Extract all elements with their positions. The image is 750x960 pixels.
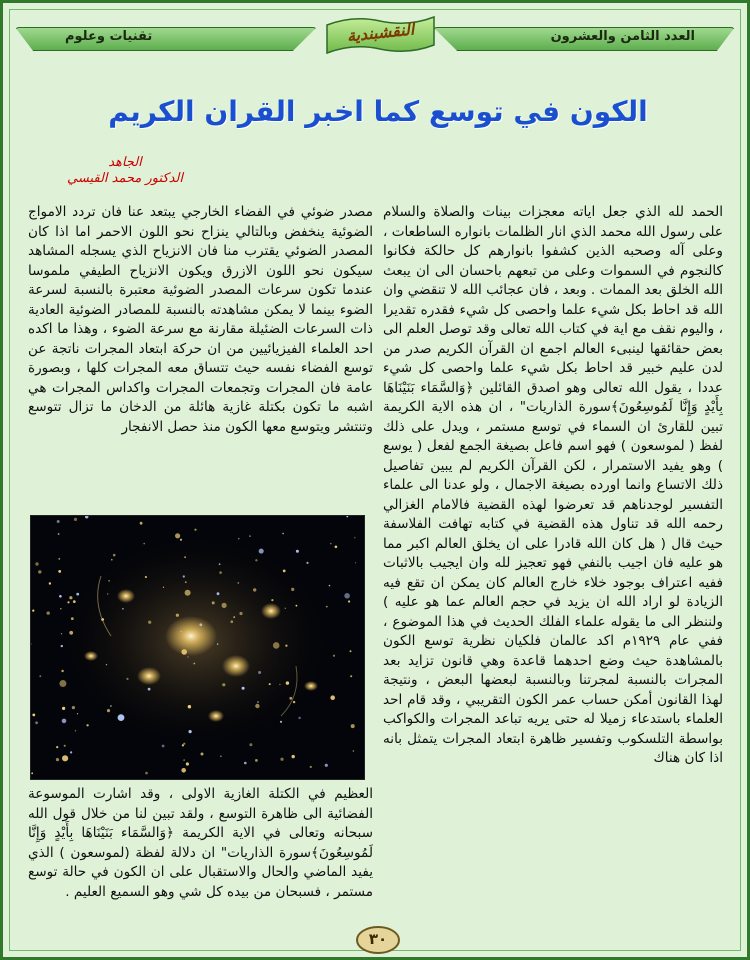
galaxy-cluster-graphic (31, 516, 364, 779)
banner-title: النقشبندية (345, 19, 416, 46)
star-dot (62, 719, 67, 724)
star-dot (61, 645, 63, 647)
star-dot (110, 705, 112, 707)
star-dot (335, 546, 338, 549)
star-dot (163, 587, 164, 588)
star-dot (217, 643, 218, 644)
star-dot (182, 744, 184, 746)
star-dot (189, 730, 192, 733)
star-dot (219, 563, 221, 565)
author-byline (55, 155, 195, 187)
star-dot (255, 559, 257, 561)
star-dot (350, 650, 352, 652)
star-dot (47, 611, 50, 614)
star-dot (289, 697, 292, 700)
star-dot (58, 558, 60, 560)
star-dot (280, 758, 283, 761)
star-dot (253, 588, 256, 591)
star-dot (212, 601, 215, 604)
star-dot (329, 585, 331, 587)
star-dot (77, 713, 78, 714)
star-dot (249, 743, 252, 746)
star-dot (239, 612, 242, 615)
article-column-right (383, 203, 723, 938)
paragraph: الحمد لله الذي جعل اياته معجزات بينات والصلاة والسلام على رسول الله محمد الذي انار الظلمات بانواره الساطعات ، وعلى آله وصحبه الذين كشفوا بانوارهم كل حالكة فكانوا كالنجوم في السموات وعلى من تبعهم باحسان الى ان يبعث الله الخلق بعد الممات . وبعد ، فان عجائب الله لا تنقضي وان الله قد احاط بكل شيء علما واحصى كل شيء فقدره تقديرا ، واليوم نقف مع اية في كتاب الله تعالى وقد توصل العلم الى بعض حقائقها لينبىء العالم اجمع ان القرآن الكريم صدر من لدن عليم خبير قد احاط بكل شيء علما واحصى كل شيء عددا ، يقول الله تعالى وهو اصدق القائلين ﴿وَالسَّمَاء بَنَيْنَاهَا بِأَيْدٍ وَإِنَّا لَمُوسِعُونَ﴾سورة الذاريات" ، ان هذه الاية الكريمة تبين للقارئ ان السماء في توسع مستمر ، ويدل على ذلك لفظ ( لموسعون ) فهو اسم فاعل بصيغة الجمع لفعل ( يوسع ) وهو يفيد الاستمرار ، لكن القرآن الكريم لم يبين تفاصيل ذلك الاتساع وانما اورده بصيغة الاجمال ، ولو عدنا الى علماء التفسير لوجدناهم قد تعرضوا لهذه القضية فالامام الغزالي رحمه الله قد تناول هذه القضية في كتابه تهافت الفلاسفة حيث قال ( هل كان الله قادرا على ان يخلق العالم اكبر مما هو عليه فان اجيب بالنفي فهو تعجيز لله وان ايجيب بالاثبات ففيه اعتراف بوجود خلاء خارج العالم كان يمكن ان تقع فيه الزيادة لو اراد الله ان يزيد في حجم العالم عما هو عليه ) ولننظر الى ما يقوله علماء الفلك الحديث في هذا الموضوع ، ففي عام ١٩٢٩م اكد عالمان فلكيان نظرية توسع الكون بالمشاهدة حيث وضع احدهما قاعدة وهي قانون تزايد بعد المجرات بالنسبة لمجرتنا وبالنسبة لبعضها البعض ، ونتيجة لهذا القانون أمكن حساب عمر الكون التقريبي ، وقد قام احد العلماء باستدعاء زميلا له حتى يريه تباعد المجرات والكواكب بواسطة التلسكوب وتفسير ظاهرة ابتعاد المجرات يتمثل بانه اذا كان هناك (383, 204, 723, 766)
star-dot (187, 656, 188, 657)
star-dot (162, 745, 165, 748)
page-number: ٣٠ (368, 930, 388, 948)
star-dot (31, 772, 33, 774)
star-dot (126, 678, 128, 680)
star-dot (38, 570, 41, 573)
star-dot (143, 543, 145, 545)
star-dot (181, 768, 186, 773)
star-dot (184, 556, 186, 558)
star-dot (32, 610, 34, 612)
star-dot (180, 539, 182, 541)
article-column-left-top (28, 203, 373, 508)
star-dot (269, 683, 271, 685)
star-dot (73, 600, 76, 603)
star-dot (238, 582, 240, 584)
star-dot (350, 675, 352, 677)
star-dot (333, 655, 335, 657)
star-dot (64, 745, 66, 747)
star-dot (71, 617, 74, 620)
star-dot (140, 522, 143, 525)
star-dot (291, 588, 294, 591)
star-dot (111, 559, 113, 561)
star-dot (58, 533, 60, 535)
star-dot (186, 762, 189, 765)
star-dot (279, 684, 280, 685)
star-dot (57, 520, 60, 523)
star-dot (183, 759, 184, 760)
star-dot (32, 714, 35, 717)
author-name: الدكتور محمد القيسي (67, 171, 183, 186)
star-dot (67, 601, 69, 603)
star-dot (61, 670, 63, 672)
star-dot (296, 550, 299, 553)
star-dot (108, 580, 110, 582)
star-dot (255, 759, 258, 762)
star-dot (107, 593, 109, 595)
star-dot (255, 704, 259, 708)
star-dot (70, 751, 72, 753)
star-dot (217, 592, 220, 595)
star-dot (244, 762, 247, 765)
star-dot (231, 620, 234, 623)
star-dot (259, 549, 264, 554)
star-dot (76, 593, 79, 596)
star-dot (296, 605, 298, 607)
star-dot (175, 533, 180, 538)
star-dot (56, 758, 59, 761)
star-dot (61, 633, 62, 634)
star-dot (285, 645, 287, 647)
star-dot (325, 764, 328, 767)
paragraph: العظيم في الكتلة الغازية الاولى ، وقد اشارت الموسوعة الفضائية الى ظاهرة التوسع ، ولقد تبين لنا من خلال قول الله سبحانه وتعالى في الاية الكريمة ﴿وَالسَّمَاء بَنَيْنَاهَا بِأَيْدٍ وَإِنَّا لَمُوسِعُونَ﴾سورة الذاريات" ان دلالة لفظة (لموسعون ) الذي يفيد الماضي والحال والاستقبال على ان الكون في حالة توسع مستمر ، فسبحان من بيده كل شي وهو السميع العليم . (28, 786, 373, 900)
star-dot (351, 724, 355, 728)
article-column-left-bottom (28, 785, 373, 935)
star-dot (257, 701, 259, 703)
issue-label: العدد الثامن والعشرون (550, 29, 695, 44)
star-dot (222, 683, 225, 686)
star-dot (148, 688, 151, 691)
star-dot (145, 772, 148, 775)
star-dot (310, 766, 312, 768)
star-dot (283, 570, 286, 573)
star-dot (183, 575, 185, 577)
star-dot (59, 595, 62, 598)
star-dot (56, 746, 58, 748)
star-dot (113, 554, 116, 557)
star-dot (326, 606, 328, 608)
star-dot (258, 671, 261, 674)
star-dot (344, 593, 350, 599)
star-dot (282, 533, 284, 535)
star-dot (59, 680, 66, 687)
star-dot (280, 721, 282, 723)
star-dot (62, 755, 68, 761)
star-dot (273, 642, 280, 649)
star-dot (118, 714, 125, 721)
galaxy-cluster-image (30, 515, 365, 780)
star-dot (293, 701, 295, 703)
star-dot (185, 581, 187, 583)
star-dot (86, 724, 88, 726)
star-dot (185, 590, 191, 596)
star-dot (354, 537, 355, 538)
star-dot (355, 562, 356, 563)
star-dot (194, 529, 196, 531)
star-dot (176, 614, 179, 617)
star-dot (122, 608, 124, 610)
star-dot (286, 681, 289, 684)
paragraph: مصدر ضوئي في الفضاء الخارجي يبتعد عنا فان تردد الامواج الضوئية ينخفض وبالتالي ينزاح نحو اللون الاحمر اما اذا كان المصدر الضوئي يقترب منا فان الانزياح الذي يسجله المشاهد سيكون نحو اللون الازرق ويكون الانزياح الطيفي ملموسا عندما تكون سرعات المصدر الضوئية معتبرة بالنسبة لسرعة الضوء بينما لا يمكن مشاهدته بالنسبة للمصادر الضوئية العادية ذات السرعات الضئيلة مقارنة مع سرعة الضوء ، وهذا ما اكده احد العلماء الفيزيائيين من ان حركة ابتعاد المجرات ناتجة عن توسع الفضاء نفسه حيث تتساق معه المجرات كلها ، وبصورة عامة فان المجرات وتجمعات المجرات واكداس المجرات هي اشبه ما تكون بكتلة غازية هائلة من الدخان ما تزال تتوسع وتنتشر ويتوسع معها الكون منذ حصل الانفجار (28, 204, 373, 435)
star-dot (49, 582, 51, 584)
star-dot (306, 562, 308, 564)
star-dot (58, 570, 61, 573)
star-dot (330, 543, 332, 545)
header-band-left (15, 27, 317, 51)
star-dot (348, 600, 350, 602)
star-dot (39, 675, 41, 677)
star-dot (74, 518, 77, 521)
star-dot (145, 576, 147, 578)
star-dot (242, 687, 245, 690)
author-role: الجاهد (108, 155, 142, 170)
star-dot (148, 621, 151, 624)
page-number-badge (355, 925, 401, 955)
star-dot (69, 596, 72, 599)
star-dot (233, 616, 235, 618)
star-dot (201, 753, 204, 756)
magazine-banner (323, 11, 438, 61)
section-label: تقنيات وعلوم (65, 29, 153, 44)
star-dot (353, 750, 355, 752)
star-dot (219, 571, 222, 574)
article-title: الكون في توسع كما اخبر القران الكريم (108, 95, 648, 128)
star-dot (75, 730, 76, 731)
star-dot (330, 695, 335, 700)
star-dot (285, 608, 286, 609)
star-dot (183, 743, 185, 745)
star-dot (60, 608, 62, 610)
star-dot (106, 664, 107, 665)
star-dot (222, 603, 227, 608)
star-dot (298, 717, 300, 719)
star-dot (188, 705, 191, 708)
star-dot (72, 706, 75, 709)
star-dot (220, 755, 222, 757)
star-dot (238, 538, 239, 539)
star-dot (35, 562, 38, 565)
star-dot (62, 707, 65, 710)
star-dot (35, 721, 38, 724)
star-dot (292, 755, 295, 758)
star-dot (193, 663, 195, 665)
star-dot (69, 631, 73, 635)
star-dot (249, 535, 251, 537)
star-dot (271, 599, 273, 601)
star-dot (107, 709, 110, 712)
